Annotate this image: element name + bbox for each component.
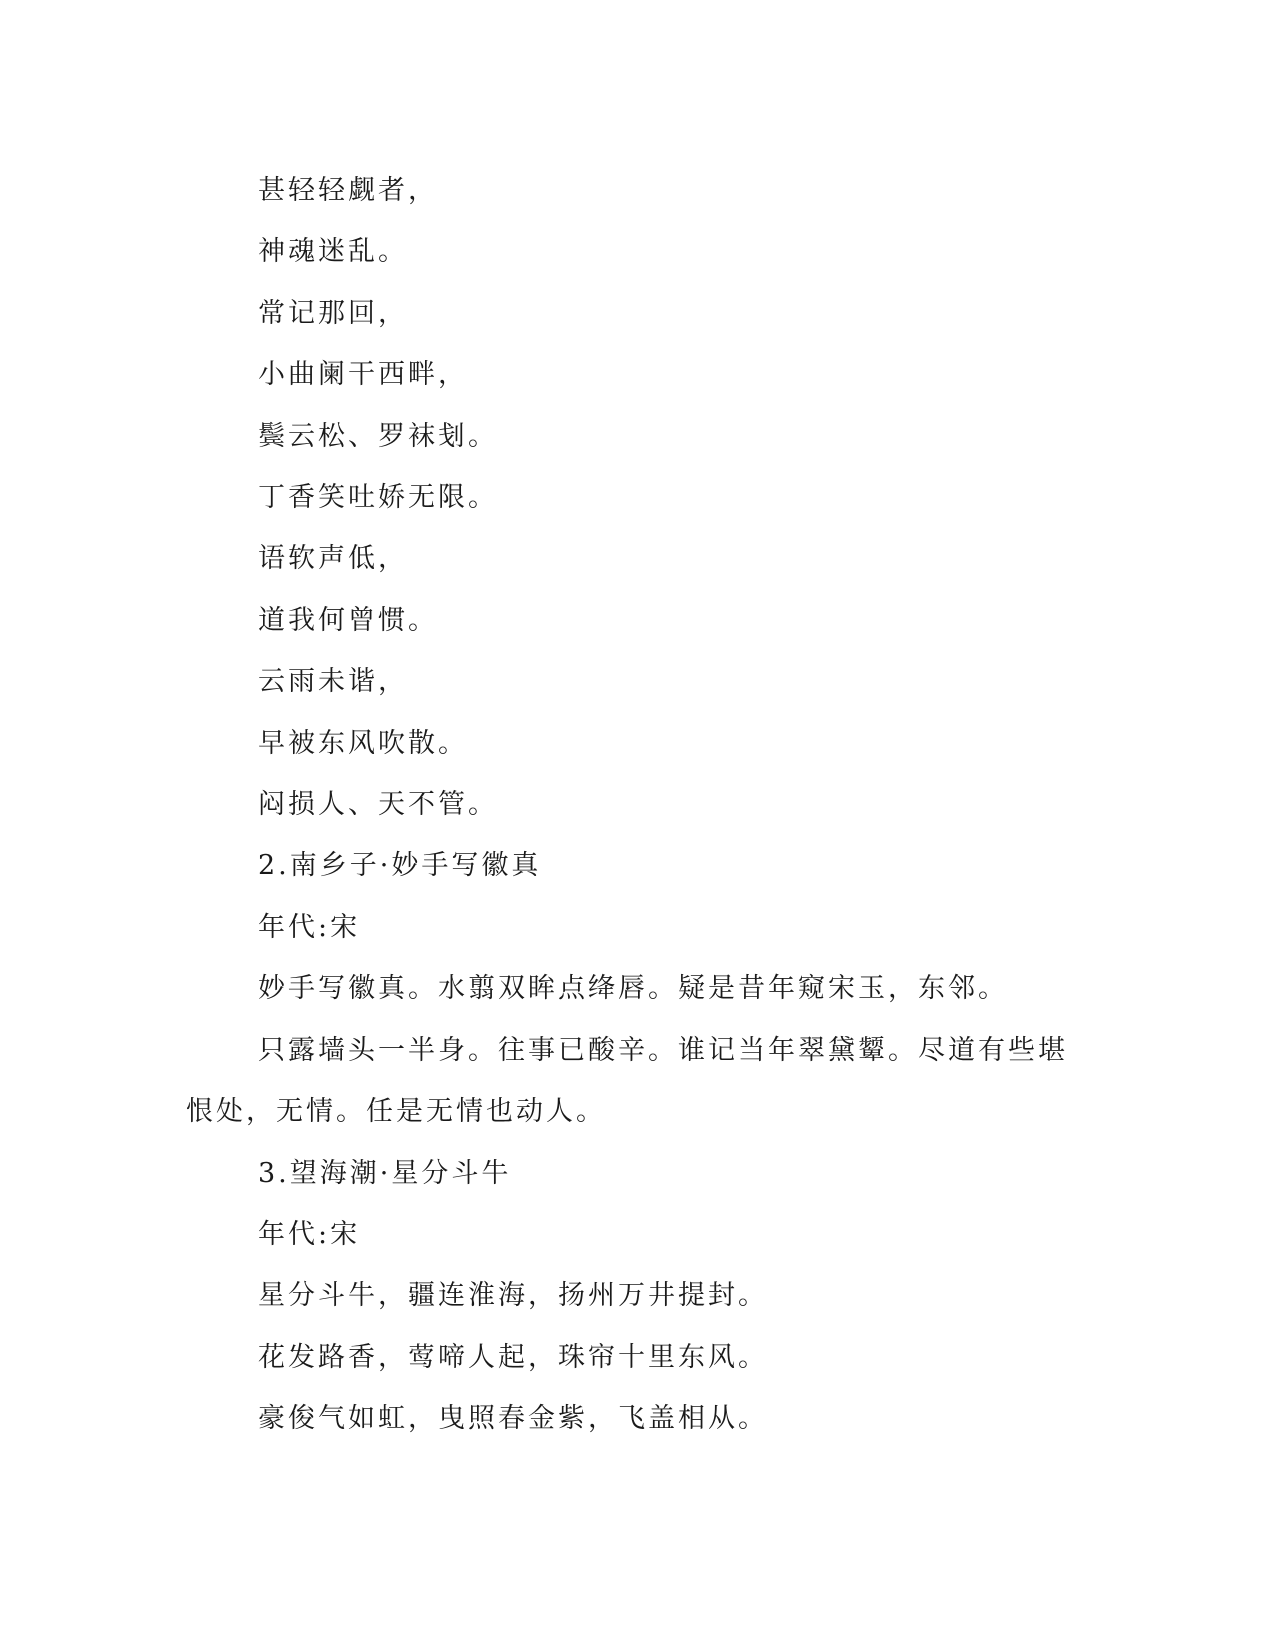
poem3-line: 花发路香，莺啼人起，珠帘十里东风。 bbox=[258, 1341, 768, 1373]
poem3-line: 豪俊气如虹，曳照春金紫，飞盖相从。 bbox=[258, 1403, 768, 1435]
poem2-line: 妙手写徽真。水翦双眸点绛唇。疑是昔年窥宋玉，东邻。 bbox=[258, 973, 1008, 1005]
poem-line: 常记那回， bbox=[258, 297, 408, 329]
poem3-era: 年代:宋 bbox=[258, 1218, 361, 1250]
poem-line: 语软声低， bbox=[258, 543, 408, 575]
poem-line: 神魂迷乱。 bbox=[258, 236, 408, 268]
poem-line: 鬓云松、罗袜刬。 bbox=[258, 420, 498, 452]
poem2-era: 年代:宋 bbox=[258, 911, 361, 943]
poem-line: 早被东风吹散。 bbox=[258, 727, 468, 759]
poem-line: 道我何曾惯。 bbox=[258, 604, 438, 636]
poem2-paragraph: 只露墙头一半身。往事已酸辛。谁记当年翠黛颦。尽道有些堪恨处，无情。任是无情也动人。 bbox=[186, 1034, 1068, 1128]
poem2-title: 2.南乡子·妙手写徽真 bbox=[258, 850, 542, 882]
poem3-title: 3.望海潮·星分斗牛 bbox=[258, 1157, 512, 1189]
poem-line: 小曲阑干西畔， bbox=[258, 359, 468, 391]
poem3-line: 星分斗牛，疆连淮海，扬州万井提封。 bbox=[258, 1280, 768, 1312]
poem-line: 闷损人、天不管。 bbox=[258, 789, 498, 821]
poem-line: 丁香笑吐娇无限。 bbox=[258, 482, 498, 514]
document-body bbox=[186, 160, 1076, 1450]
poem-line: 云雨未谐， bbox=[258, 666, 408, 698]
poem-line: 甚轻轻觑者， bbox=[258, 175, 438, 206]
